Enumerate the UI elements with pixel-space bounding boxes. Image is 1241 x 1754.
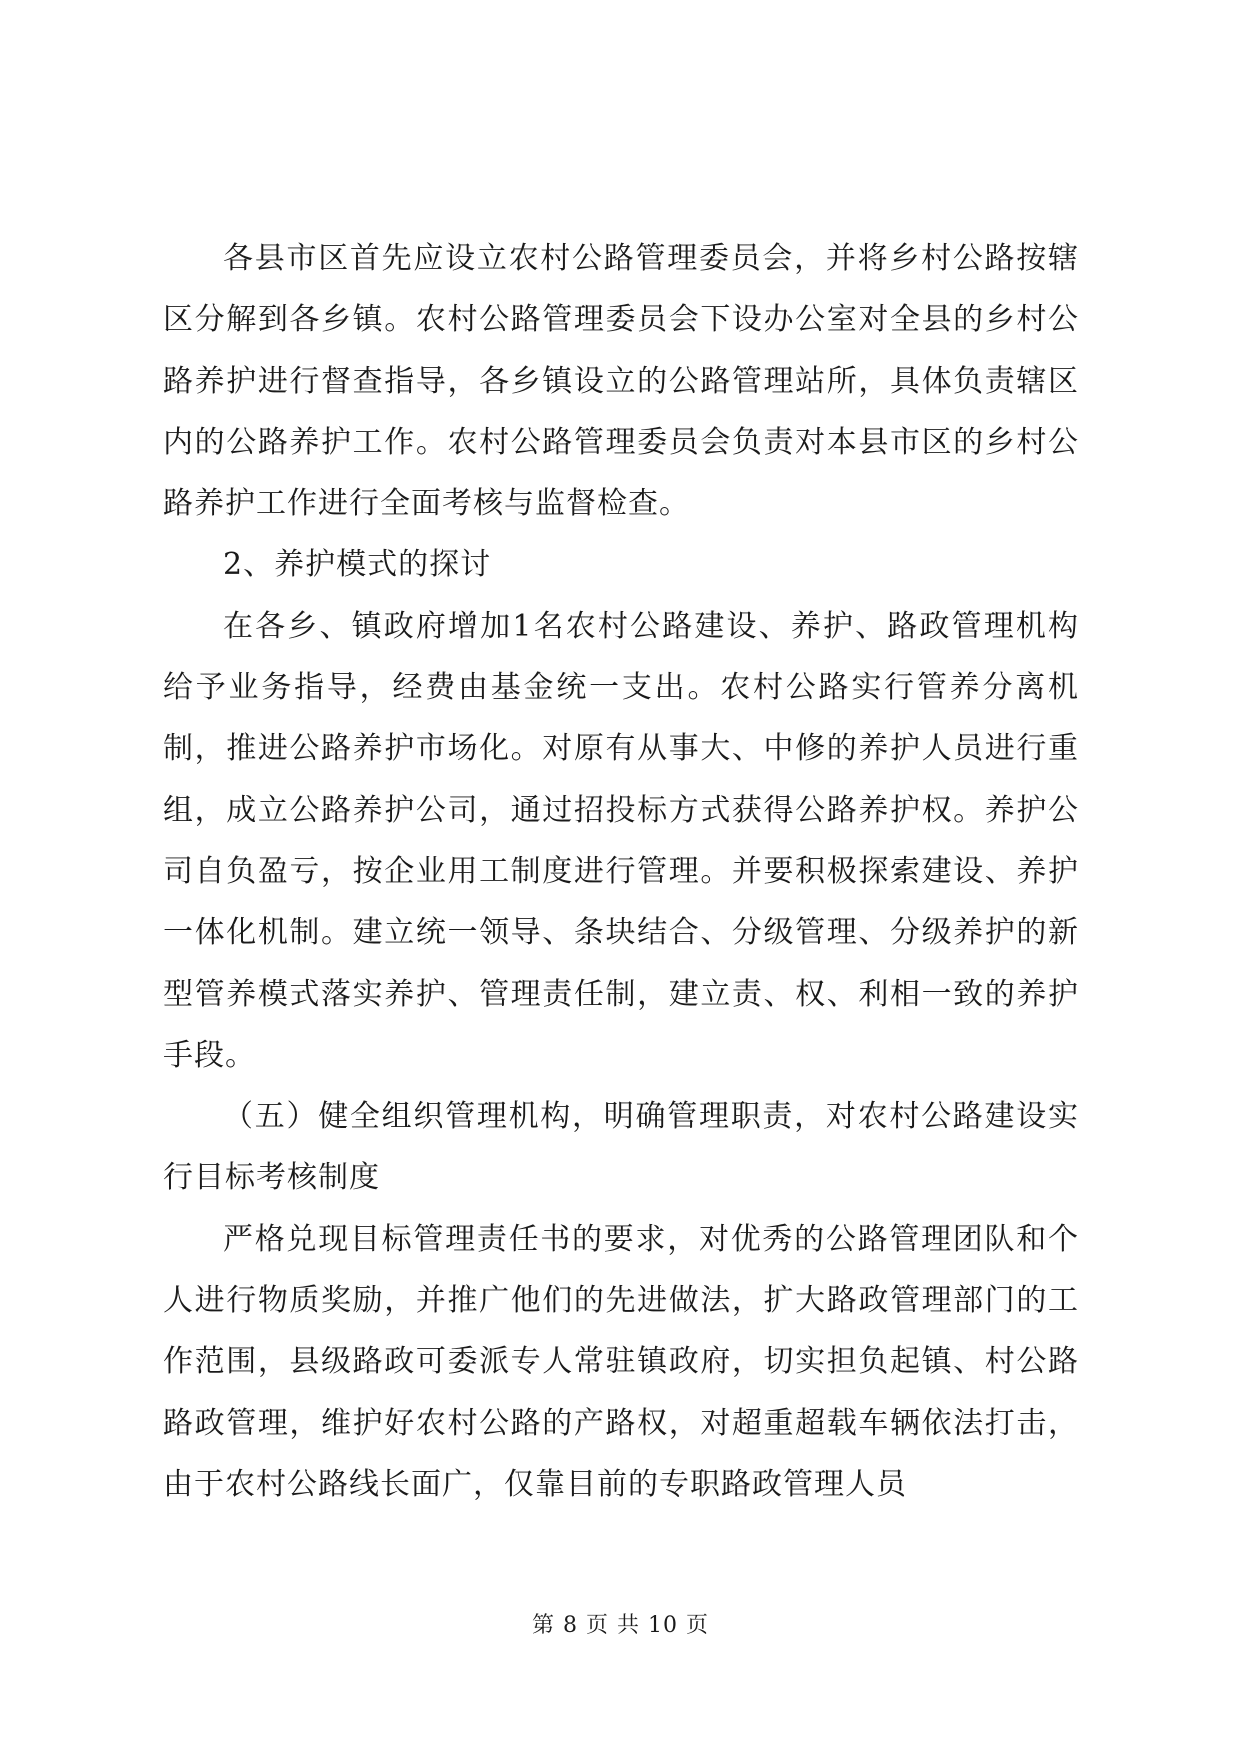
paragraph-management-committee: 各县市区首先应设立农村公路管理委员会，并将乡村公路按辖区分解到各乡镇。农村公路管理委员会下设办公室对全县的乡村公路养护进行督查指导，各乡镇设立的公路管理站所，具体负责辖区内的公路养护工作。农村公路管理委员会负责对本县市区的乡村公路养护工作进行全面考核与监督检查。	[163, 241, 1079, 522]
paragraph-target-responsibility: 严格兑现目标管理责任书的要求，对优秀的公路管理团队和个人进行物质奖励，并推广他们的先进做法，扩大路政管理部门的工作范围，县级路政可委派专人常驻镇政府，切实担负起镇、村公路路政管理，维护好农村公路的产路权，对超重超载车辆依法打击，由于农村公路线长面广，仅靠目前的专职路政管理人员	[163, 1221, 1079, 1502]
paragraph-maintenance-mode: 在各乡、镇政府增加1名农村公路建设、养护、路政管理机构给予业务指导，经费由基金统一支出。农村公路实行管养分离机制，推进公路养护市场化。对原有从事大、中修的养护人员进行重组，成立公路养护公司，通过招投标方式获得公路养护权。养护公司自负盈亏，按企业用工制度进行管理。并要积极探索建设、养护一体化机制。建立统一领导、条块结合、分级管理、分级养护的新型管养模式落实养护、管理责任制，建立责、权、利相一致的养护手段。	[163, 608, 1079, 1073]
document-body	[163, 228, 1079, 1515]
section-heading-maintenance-mode: 2、养护模式的探讨	[223, 547, 492, 583]
page-number-footer: 第 8 页 共 10 页	[532, 1613, 709, 1638]
section-heading-organization: （五）健全组织管理机构，明确管理职责，对农村公路建设实行目标考核制度	[163, 1099, 1079, 1196]
